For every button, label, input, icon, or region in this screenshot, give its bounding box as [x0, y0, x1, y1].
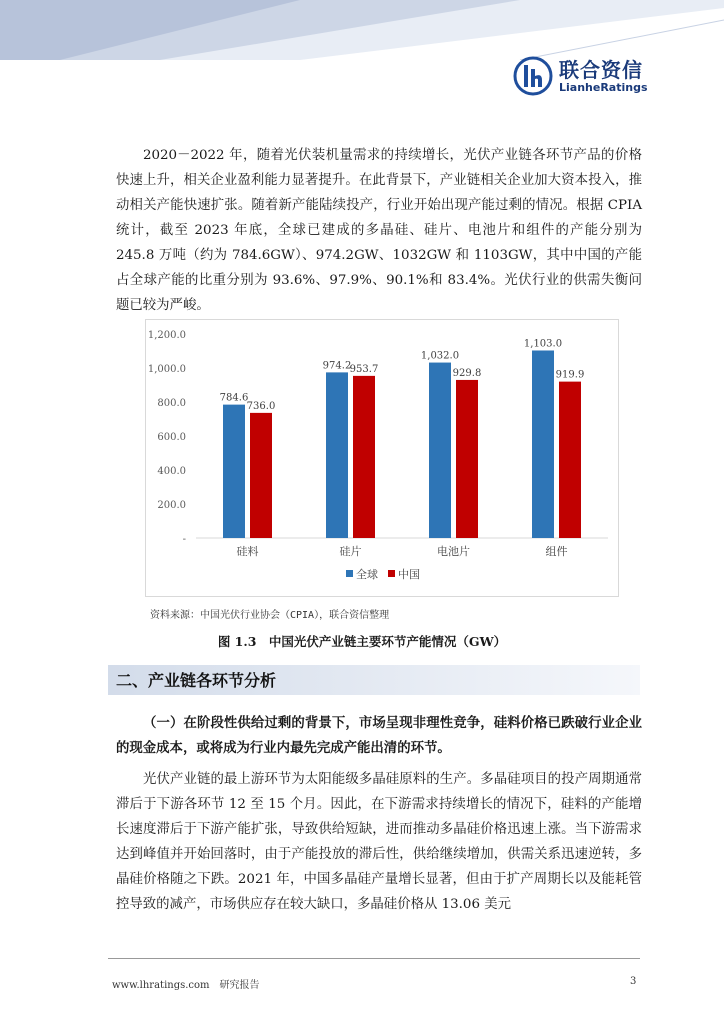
bar-中国	[456, 380, 478, 538]
bar-全球	[326, 372, 348, 538]
capacity-chart	[145, 319, 619, 597]
footer-divider	[108, 958, 640, 959]
section-title: 二、产业链各环节分析	[116, 671, 277, 690]
bar-全球	[223, 405, 245, 538]
footer-website: www.lhratings.com 研究报告	[112, 980, 260, 991]
y-tick-label: 600.0	[157, 432, 186, 443]
data-label: 784.6	[219, 392, 249, 404]
y-tick-label: 400.0	[157, 466, 186, 477]
logo-chinese: 联合资信	[559, 57, 643, 82]
data-label: 1,103.0	[523, 338, 563, 350]
data-label: 736.0	[246, 400, 276, 412]
x-tick-label: 组件	[545, 545, 568, 558]
data-label: 1,032.0	[420, 350, 460, 362]
legend-swatch	[388, 570, 395, 577]
legend-swatch	[346, 570, 353, 577]
y-tick-label: -	[182, 534, 186, 545]
logo-icon	[513, 56, 553, 96]
figure-source: 资料来源：中国光伏行业协会（CPIA），联合资信整理	[150, 610, 390, 621]
y-tick-label: 200.0	[157, 500, 186, 511]
y-tick-label: 800.0	[157, 398, 186, 409]
bar-中国	[250, 413, 272, 538]
logo-english: LianheRatings	[559, 80, 648, 94]
bar-中国	[559, 382, 581, 538]
x-tick-label: 硅片	[339, 545, 362, 558]
bar-全球	[532, 350, 554, 538]
figure-caption: 图 1.3 中国光伏产业链主要环节产能情况（GW）	[217, 634, 507, 649]
bar-全球	[429, 363, 451, 538]
bar-中国	[353, 376, 375, 538]
x-tick-label: 硅料	[236, 545, 259, 558]
chart-svg	[146, 320, 618, 596]
data-label: 929.8	[452, 367, 482, 379]
company-logo	[513, 56, 648, 96]
header-decoration	[0, 0, 724, 60]
page-number: 3	[630, 976, 637, 987]
data-label: 974.2	[322, 360, 352, 372]
x-tick-label: 电池片	[437, 545, 470, 558]
legend-label: 中国	[398, 568, 420, 581]
data-label: 919.9	[555, 369, 585, 381]
subsection-heading: （一）在阶段性供给过剩的背景下，市场呈现非理性竞争，硅料价格已跌破行业企业的现金成本，或将成为行业内最先完成产能出清的环节。	[116, 715, 642, 756]
y-tick-label: 1,000.0	[147, 364, 186, 375]
legend-label: 全球	[356, 568, 378, 581]
body-paragraph-1: 2020－2022 年，随着光伏装机量需求的持续增长，光伏产业链各环节产品的价格快速上升，相关企业盈利能力显著提升。在此背景下，产业链相关企业加大资本投入，推动相关产能快速扩张。随着新产能陆续投产，行业开始出现产能过剩的情况。根据 CPIA 统计，截至 2023 年底，全球已建成的多晶硅、硅片、电池片和组件的产能分别为 245.8 万吨（约为 784.6GW）、974.2GW、1032GW 和 1103GW，其中中国的产能占全球产能的比重分别为 93.6%、97.9%、90.1%和 83.4%。光伏行业的供需失衡问题已较为严峻。	[116, 148, 642, 313]
data-label: 953.7	[349, 363, 379, 375]
body-paragraph-2: 光伏产业链的最上游环节为太阳能级多晶硅原料的生产。多晶硅项目的投产周期通常滞后于下游各环节 12 至 15 个月。因此，在下游需求持续增长的情况下，硅料的产能增长速度滞后于下游产能扩张，导致供给短缺，进而推动多晶硅价格迅速上涨。当下游需求达到峰值并开始回落时，由于产能投放的滞后性，供给继续增加，供需关系迅速逆转，多晶硅价格随之下跌。2021 年，中国多晶硅产量增长显著，但由于扩产周期长以及能耗管控导致的减产，市场供应存在较大缺口，多晶硅价格从 13.06 美元	[116, 772, 642, 912]
y-tick-label: 1,200.0	[147, 330, 186, 341]
